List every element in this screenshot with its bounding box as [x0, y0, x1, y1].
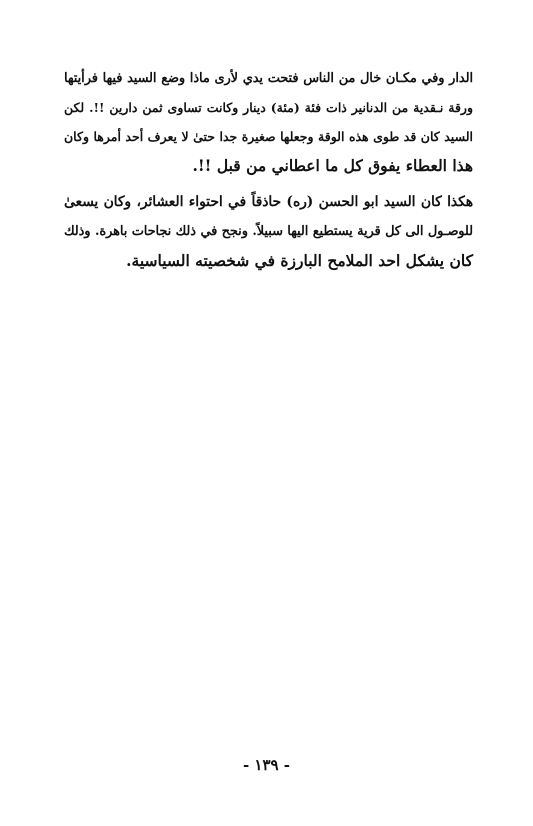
paragraph-2: [64, 188, 473, 275]
text-line: السيد كان قد طوى هذه الوقة وجعلها صغيرة جدا حتىٰ لا يعرف أحد أمرها وكان: [64, 129, 473, 144]
page-number: - ١٣٩ -: [242, 756, 291, 774]
text-line: كان يشكل احد الملامح البارزة في شخصيته السياسية.: [126, 251, 473, 270]
text-line: هكذا كان السيد ابو الحسن (ره) حاذقاً في احتواء العشائر، وكان يسعىٰ: [64, 194, 473, 210]
text-line: ورقة نـقدية من الدنانير ذات فئة (مئة) دينار وكانت تساوى ثمن دارين !!. لكن: [64, 100, 473, 115]
paragraph-1: [64, 64, 473, 180]
text-line: هذا العطاء يفوق كل ما اعطاني من قبل !!.: [192, 156, 473, 175]
text-line: للوصـول الى كل قرية يستطيع اليها سبيلاً. ونجح في ذلك نجاحات باهرة. وذلك: [64, 224, 473, 239]
text-line: الدار وفي مكـان خال من الناس فتحت يدي لأرى ماذا وضع السيد فيها فرأيتها: [64, 71, 473, 86]
